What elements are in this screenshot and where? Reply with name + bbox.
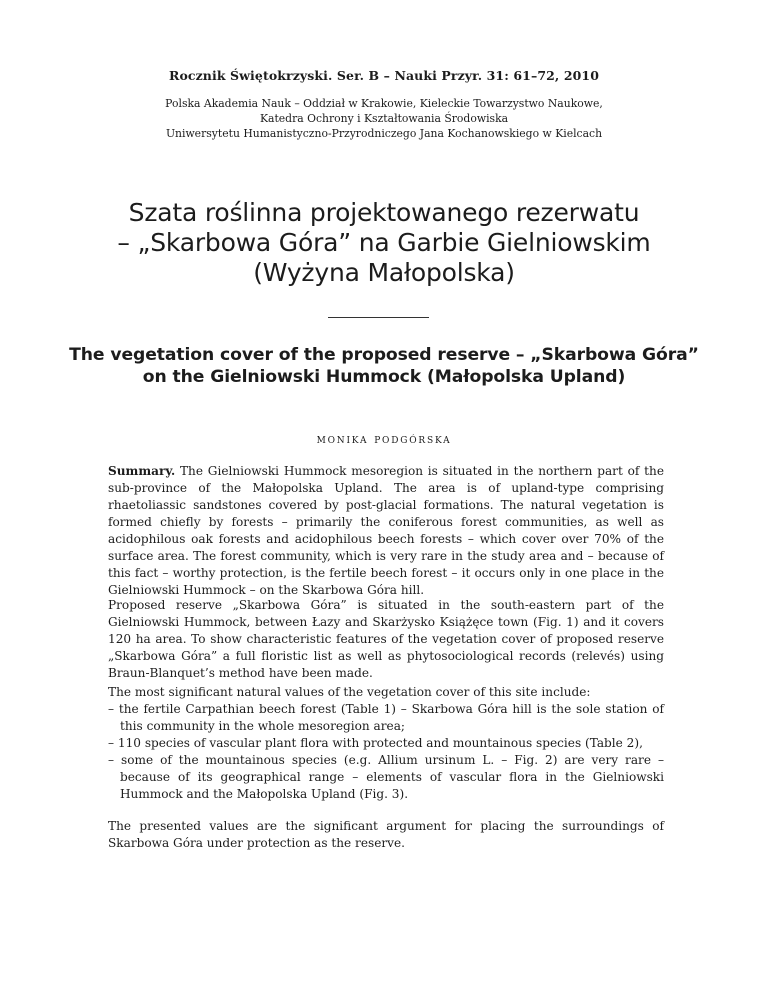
title-english-line-1: The vegetation cover of the proposed reserve – „Skarbowa Góra” — [69, 345, 699, 365]
affiliation-line-3: Uniwersytetu Humanistyczno-Przyrodniczego Jana Kochanowskiego w Kielcach — [165, 127, 603, 140]
journal-citation: Rocznik Świętokrzyski. Ser. B – Nauki Przyr. 31: 61–72, 2010 — [168, 68, 600, 83]
title-english — [0, 344, 768, 388]
summary-paragraph-3 — [108, 684, 664, 803]
affiliation-line-2: Katedra Ochrony i Kształtowania Środowiska — [259, 112, 509, 125]
title-english-line-2: on the Gielniowski Hummock (Małopolska Upland) — [142, 367, 626, 387]
author-name: monika podgórska — [316, 432, 452, 447]
summary-paragraph-1-text: The Gielniowski Hummock mesoregion is situated in the northern part of the sub-province of the Małopolska Upland. The area is of upland-type comprising rhaetoliassic sandstones covered by post-glacial formations. The natural vegetation is formed chiefly by forests – primarily the coniferous forest communities, as well as acidophilous oak forests and acidophilous beech forests – which cover over 70% of the surface area. The forest community, which is very rare in the study area and – because of this fact – worthy protection, is the fertile beech forest – it occurs only in one place in the Gielniowski Hummock – on the Skarbowa Góra hill. — [108, 464, 664, 597]
list-item: – 110 species of vascular plant flora with protected and mountainous species (Table 2), — [108, 736, 643, 750]
title-polish-line-2: – „Skarbowa Góra” na Garbie Gielniowskim — [117, 228, 651, 257]
summary-paragraph-4: The presented values are the significant argument for placing the surroundings of Skarbowa Góra under protection as the reserve. — [108, 819, 664, 850]
affiliation-line-1: Polska Akademia Nauk – Oddział w Krakowie, Kieleckie Towarzystwo Naukowe, — [165, 97, 603, 110]
list-item: – the fertile Carpathian beech forest (Table 1) – Skarbowa Góra hill is the sole station of this community in the whole mesoregion area; — [108, 702, 664, 733]
list-item: – some of the mountainous species (e.g. Allium ursinum L. – Fig. 2) are very rare – because of its geographical range – elements of vascular flora in the Gielniowski Hummock and the Małopolska Upland (Fig. 3). — [108, 753, 664, 801]
summary-paragraph-1 — [108, 463, 664, 599]
title-polish-line-3: (Wyżyna Małopolska) — [253, 258, 515, 287]
title-polish-line-1: Szata roślinna projektowanego rezerwatu — [128, 198, 640, 227]
summary-paragraph-2: Proposed reserve „Skarbowa Góra” is situated in the south-eastern part of the Gielniowski Hummock, between Łazy and Skarżysko Książęce town (Fig. 1) and it covers 120 ha area. To show characteristic features of the vegetation cover of proposed reserve „Skarbowa Góra” a full floristic list as well as phytosociological records (relevés) using Braun-Blanquet’s method have been made. — [108, 598, 664, 680]
summary-label: Summary. — [108, 464, 176, 478]
title-polish — [0, 198, 768, 288]
summary-values-intro: The most significant natural values of the vegetation cover of this site include: — [108, 685, 591, 699]
title-divider — [328, 317, 429, 318]
